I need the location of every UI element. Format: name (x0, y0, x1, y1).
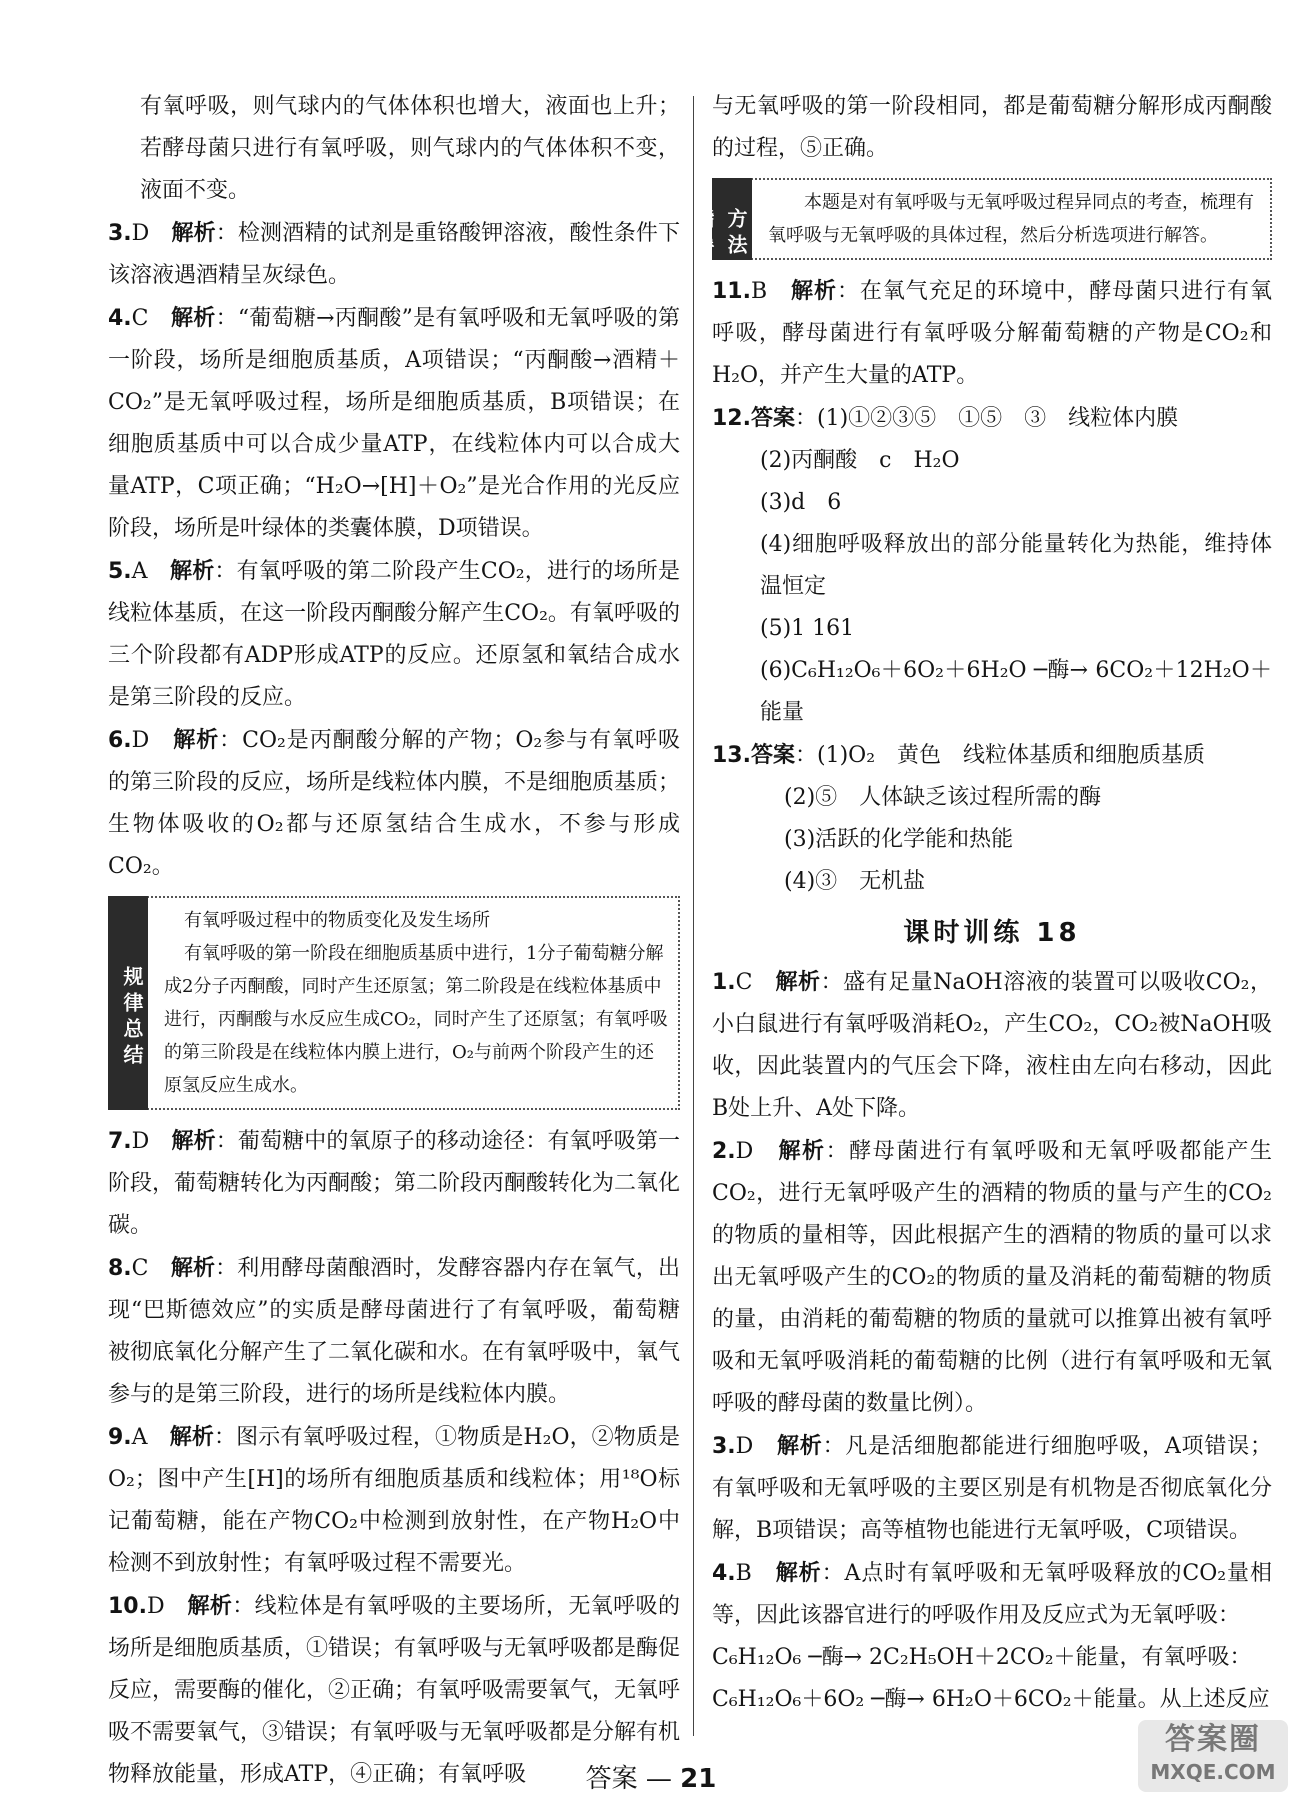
summary-title: 有氧呼吸过程中的物质变化及发生场所 (184, 910, 490, 931)
method-tag: 方法指导 (712, 178, 752, 260)
page-footer: 答案 — 21 (585, 1764, 717, 1794)
answer-12-line-5: (5)1 161 (760, 616, 855, 641)
column-divider (693, 96, 694, 1736)
answer-item-4: 4.C 解析：“葡萄糖→丙酮酸”是有氧呼吸和无氧呼吸的第一阶段，场所是细胞质基质，A项错误；“丙酮酸→酒精＋CO₂”是无氧呼吸过程，场所是细胞质基质，B项错误；在细胞质基质中可以合成少量ATP，在线粒体内可以合成大量ATP，C项正确；“H₂O→[H]＋O₂”是光合作用的光反应阶段，场所是叶绿体的类囊体膜，D项错误。 (108, 305, 680, 541)
answer-12-line-3: (3)d 6 (760, 490, 842, 515)
summary-box (108, 896, 680, 1110)
answer-13-line-2: (2)⑤ 人体缺乏该过程所需的酶 (784, 785, 1102, 810)
answer-13-line-4: (4)③ 无机盐 (784, 869, 926, 894)
answer-item-6: 6.D 解析：CO₂是丙酮酸分解的产物；O₂参与有氧呼吸的第三阶段的反应，场所是线粒体内膜，不是细胞质基质；生物体吸收的O₂都与还原氢结合生成水，不参与形成CO₂。 (108, 727, 681, 879)
watermark-logo: 答案圈 MXQE.COM (1138, 1720, 1288, 1792)
right-column (691, 86, 1272, 1721)
training-item-4: 4.B 解析：A点时有氧呼吸和无氧呼吸释放的CO₂量相等，因此该器官进行的呼吸作用及反应式为无氧呼吸： (712, 1560, 1272, 1628)
left-continuation: 有氧呼吸，则气球内的气体体积也增大，液面也上升；若酵母菌只进行有氧呼吸，则气球内的气体体积不变，液面不变。 (140, 94, 680, 203)
answer-item-5: 5.A 解析：有氧呼吸的第二阶段产生CO₂，进行的场所是线粒体基质，在这一阶段丙酮酸分解产生CO₂。有氧呼吸的三个阶段都有ADP形成ATP的反应。还原氢和氧结合成水是第三阶段的反应。 (108, 558, 680, 710)
answer-item-7: 7.D 解析：葡萄糖中的氧原子的移动途径：有氧呼吸第一阶段，葡萄糖转化为丙酮酸；第二阶段丙酮酸转化为二氧化碳。 (108, 1128, 681, 1238)
answer-12-line-4: (4)细胞呼吸释放出的部分能量转化为热能，维持体温恒定 (760, 532, 1272, 599)
answer-item-12: 12.答案：(1)①②③⑤ ①⑤ ③ 线粒体内膜 (712, 405, 1179, 431)
answer-item-3: 3.D 解析：检测酒精的试剂是重铬酸钾溶液，酸性条件下该溶液遇酒精呈灰绿色。 (108, 220, 680, 288)
answer-item-9: 9.A 解析：图示有氧呼吸过程，①物质是H₂O，②物质是O₂；图中产生[H]的场所有细胞质基质和线粒体；用¹⁸O标记葡萄糖，能在产物CO₂中检测到放射性，在产物H₂O中检测不到放射性；有氧呼吸过程不需要光。 (108, 1424, 680, 1576)
answer-item-8: 8.C 解析：利用酵母菌酿酒时，发酵容器内存在氧气，出现“巴斯德效应”的实质是酵母菌进行了有氧呼吸，葡萄糖被彻底氧化分解产生了二氧化碳和水。在有氧呼吸中，氧气参与的是第三阶段，进行的场所是线粒体内膜。 (108, 1255, 681, 1407)
answer-item-11: 11.B 解析：在氧气充足的环境中，酵母菌只进行有氧呼吸，酵母菌进行有氧呼吸分解葡萄糖的产物是CO₂和H₂O，并产生大量的ATP。 (712, 278, 1272, 388)
equation-2: C₆H₁₂O₆＋6O₂ ─酶→ 6H₂O＋6CO₂＋能量。从上述反应 (712, 1687, 1270, 1712)
left-column (108, 86, 680, 1796)
answer-12-line-2: (2)丙酮酸 c H₂O (760, 448, 960, 473)
training-item-3: 3.D 解析：凡是活细胞都能进行细胞呼吸，A项错误；有氧呼吸和无氧呼吸的主要区别是有机物是否彻底氧化分解，B项错误；高等植物也能进行无氧呼吸，C项错误。 (712, 1433, 1272, 1543)
right-continuation: 与无氧呼吸的第一阶段相同，都是葡萄糖分解形成丙酮酸的过程，⑤正确。 (712, 94, 1272, 161)
method-body: 本题是对有氧呼吸与无氧呼吸过程异同点的考查，梳理有氧呼吸与无氧呼吸的具体过程，然后分析选项进行解答。 (768, 192, 1254, 246)
answer-13-line-3: (3)活跃的化学能和热能 (784, 827, 1014, 852)
equation-1: C₆H₁₂O₆ ─酶→ 2C₂H₅OH＋2CO₂＋能量，有氧呼吸： (712, 1645, 1252, 1670)
training-item-2: 2.D 解析：酵母菌进行有氧呼吸和无氧呼吸都能产生CO₂，进行无氧呼吸产生的酒精的物质的量与产生的CO₂的物质的量相等，因此根据产生的酒精的物质的量可以求出无氧呼吸产生的CO₂的物质的量及消耗的葡萄糖的物质的量，由消耗的葡萄糖的物质的量就可以推算出被有氧呼吸和无氧呼吸消耗的葡萄糖的比例（进行有氧呼吸和无氧呼吸的酵母菌的数量比例）。 (712, 1138, 1272, 1416)
page-number: 21 (680, 1764, 717, 1794)
summary-tag: 规律总结 (108, 896, 148, 1110)
answer-item-13: 13.答案：(1)O₂ 黄色 线粒体基质和细胞质基质 (712, 742, 1206, 768)
summary-body: 有氧呼吸的第一阶段在细胞质基质中进行，1分子葡萄糖分解成2分子丙酮酸，同时产生还原氢；第二阶段是在线粒体基质中进行，丙酮酸与水反应生成CO₂，同时产生了还原氢；有氧呼吸的第三阶段是在线粒体内膜上进行，O₂与前两个阶段产生的还原氢反应生成水。 (164, 943, 668, 1096)
answer-item-10: 10.D 解析：线粒体是有氧呼吸的主要场所，无氧呼吸的场所是细胞质基质，①错误；有氧呼吸与无氧呼吸都是酶促反应，需要酶的催化，②正确；有氧呼吸需要氧气，无氧呼吸不需要氧气，③错误；有氧呼吸与无氧呼吸都是分解有机物释放能量，形成ATP，④正确；有氧呼吸 (108, 1593, 681, 1787)
training-item-1: 1.C 解析：盛有足量NaOH溶液的装置可以吸收CO₂，小白鼠进行有氧呼吸消耗O₂，产生CO₂，CO₂被NaOH吸收，因此装置内的气压会下降，液柱由左向右移动，因此B处上升、A处下降。 (712, 969, 1272, 1121)
answer-12-line-6: (6)C₆H₁₂O₆＋6O₂＋6H₂O ─酶→ 6CO₂＋12H₂O＋能量 (760, 658, 1272, 725)
section-title: 课时训练 18 (903, 918, 1081, 948)
method-box (691, 178, 1272, 260)
